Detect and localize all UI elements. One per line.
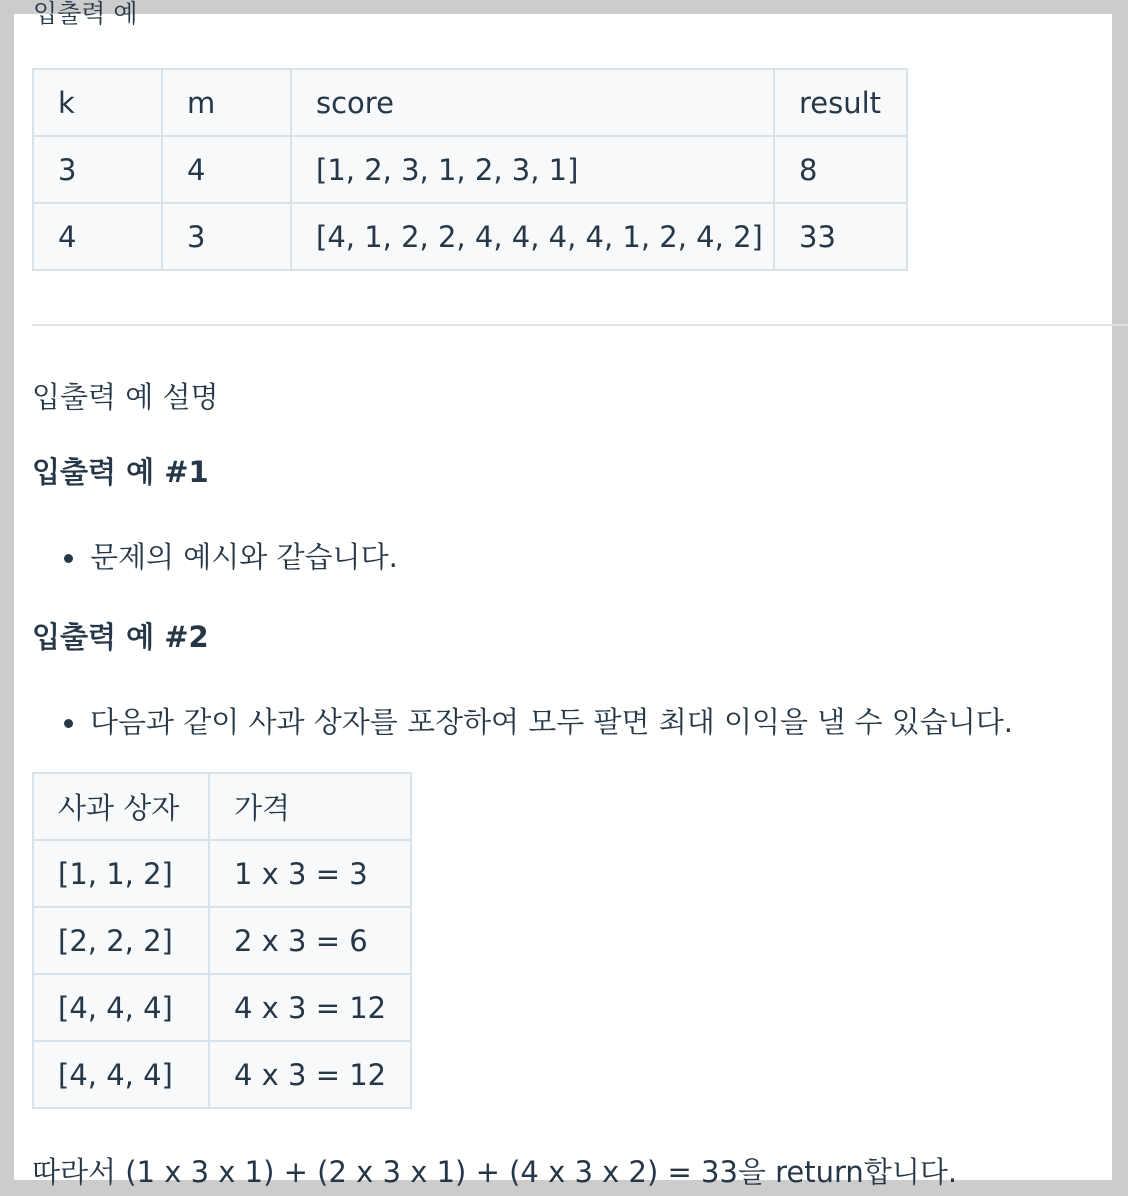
document-page xyxy=(14,0,1112,1189)
table-row xyxy=(33,1041,411,1108)
cell-price: 1 x 3 = 3 xyxy=(209,840,411,907)
cell-result: 33 xyxy=(774,203,907,270)
cell-result: 8 xyxy=(774,136,907,203)
header-m: m xyxy=(162,69,291,136)
cell-box: [1, 1, 2] xyxy=(33,840,209,907)
cell-score: [4, 1, 2, 2, 4, 4, 4, 4, 1, 2, 4, 2] xyxy=(291,203,774,270)
cell-m: 3 xyxy=(162,203,291,270)
cell-box: [2, 2, 2] xyxy=(33,907,209,974)
example1-bullet: 문제의 예시와 같습니다. xyxy=(90,537,398,577)
cell-score: [1, 2, 3, 1, 2, 3, 1] xyxy=(291,136,774,203)
header-k: k xyxy=(33,69,162,136)
table-header-row xyxy=(33,773,411,840)
apple-box-price-table xyxy=(32,772,412,1109)
header-apple-box: 사과 상자 xyxy=(33,773,209,840)
cell-m: 4 xyxy=(162,136,291,203)
io-example-table xyxy=(32,68,908,271)
table-row xyxy=(33,974,411,1041)
example2-bullet: 다음과 같이 사과 상자를 포장하여 모두 팔면 최대 이익을 낼 수 있습니다. xyxy=(90,702,1013,742)
header-score: score xyxy=(291,69,774,136)
header-price: 가격 xyxy=(209,773,411,840)
cell-box: [4, 4, 4] xyxy=(33,1041,209,1108)
table-row xyxy=(33,136,907,203)
example1-heading: 입출력 예 #1 xyxy=(32,455,209,489)
table-row xyxy=(33,840,411,907)
section-title: 입출력 예 xyxy=(33,0,138,28)
table-row xyxy=(33,203,907,270)
cell-price: 2 x 3 = 6 xyxy=(209,907,411,974)
cell-price: 4 x 3 = 12 xyxy=(209,974,411,1041)
header-result: result xyxy=(774,69,907,136)
table-row xyxy=(33,907,411,974)
explanation-title: 입출력 예 설명 xyxy=(32,380,219,414)
cell-price: 4 x 3 = 12 xyxy=(209,1041,411,1108)
cell-k: 4 xyxy=(33,203,162,270)
conclusion-text: 따라서 (1 x 3 x 1) + (2 x 3 x 1) + (4 x 3 x 2) = 33을 return합니다. xyxy=(32,1155,958,1189)
cell-box: [4, 4, 4] xyxy=(33,974,209,1041)
table-header-row xyxy=(33,69,907,136)
example2-heading: 입출력 예 #2 xyxy=(32,620,209,654)
cell-k: 3 xyxy=(33,136,162,203)
horizontal-divider xyxy=(32,324,1128,326)
